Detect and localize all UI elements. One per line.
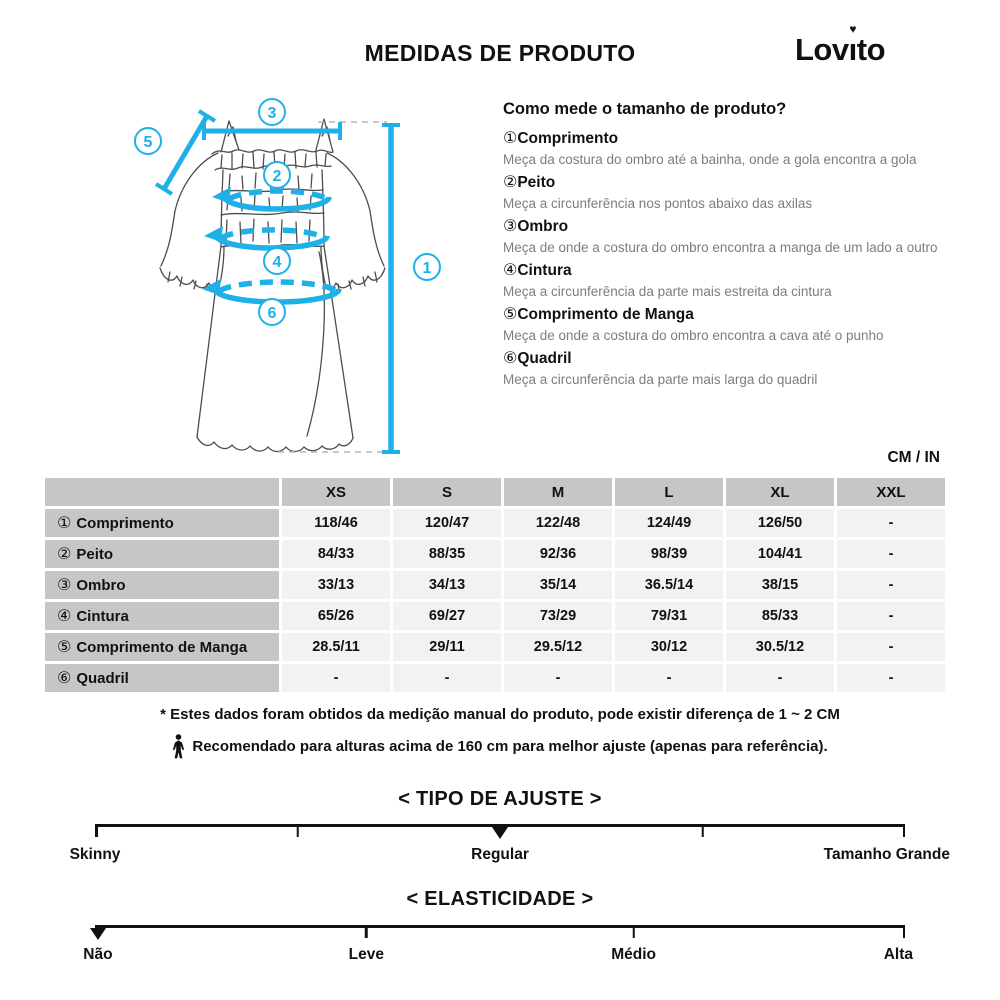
row-label-peito: ② Peito [45,540,279,568]
item-description: Meça de onde a costura do ombro encontra a cava até o punho [503,328,884,343]
table-cell: 92/36 [504,540,612,568]
howto-item-ombro [503,216,948,258]
item-number: ⑤ [503,306,518,323]
table-corner-cell [45,478,279,506]
item-name: Peito [517,174,556,191]
table-cell: 36.5/14 [615,571,723,599]
callout-4 [264,248,290,274]
table-cell: 33/13 [282,571,390,599]
col-header-xxl: XXL [837,478,945,506]
item-description: Meça a circunferência nos pontos abaixo das axilas [503,196,813,211]
svg-text:5: 5 [143,134,153,151]
howto-heading: Como mede o tamanho de produto? [503,100,787,118]
measure-length-line [382,125,400,452]
table-cell: 104/41 [726,540,834,568]
item-number: ③ [503,218,518,235]
fit-tick-25 [296,824,299,837]
item-description: Meça a circunferência da parte mais larga do quadril [503,372,818,387]
howto-item-cintura [503,260,948,302]
howto-item-quadril [503,348,948,390]
fit-label-skinny: Skinny [69,846,121,863]
howto-item-comprimento [503,128,948,170]
item-number: ④ [503,262,518,279]
svg-text:6: 6 [267,305,277,322]
svg-text:3: 3 [267,105,277,122]
table-cell: 38/15 [726,571,834,599]
svg-text:1: 1 [422,260,432,277]
table-cell: 79/31 [615,602,723,630]
col-header-m: M [504,478,612,506]
col-header-xs: XS [282,478,390,506]
table-cell: 30.5/12 [726,633,834,661]
row-label-comprimento: ① Comprimento [45,509,279,537]
elasticity-tick-33 [365,925,368,938]
table-cell: - [282,664,390,692]
item-name: Comprimento de Manga [517,306,694,323]
col-header-l: L [615,478,723,506]
item-name: Ombro [517,218,569,235]
elasticity-label-leve: Leve [348,946,385,963]
elasticity-tick-end [903,925,906,938]
callout-2 [264,162,290,188]
fit-label-regular: Regular [471,846,529,863]
table-cell: 34/13 [393,571,501,599]
elasticity-scale-labels [83,946,913,968]
howto-section [503,100,948,392]
howto-item-manga [503,304,948,346]
row-label-quadril: ⑥ Quadril [45,664,279,692]
garment-measurement-diagram [95,95,445,470]
table-cell: 88/35 [393,540,501,568]
fit-tick-start [95,824,98,837]
fit-pointer [492,827,508,839]
height-note [0,734,1000,759]
item-description: Meça da costura do ombro até a bainha, onde a gola encontra a gola [503,152,917,167]
elasticity-scale-line [95,925,905,928]
table-cell: 84/33 [282,540,390,568]
col-header-s: S [393,478,501,506]
elasticity-label-medio: Médio [611,946,657,963]
row-label-comprimento-manga: ⑤ Comprimento de Manga [45,633,279,661]
table-cell: 29.5/12 [504,633,612,661]
table-cell: - [504,664,612,692]
table-cell: 120/47 [393,509,501,537]
table-cell: 85/33 [726,602,834,630]
row-label-ombro: ③ Ombro [45,571,279,599]
table-cell: 122/48 [504,509,612,537]
item-name: Quadril [517,350,572,367]
table-cell: 35/14 [504,571,612,599]
height-note-text: Recomendado para alturas acima de 160 cm para melhor ajuste (apenas para referência). [192,738,828,755]
howto-item-peito [503,172,948,214]
table-cell: - [837,602,945,630]
page-title: MEDIDAS DE PRODUTO [364,40,636,66]
table-cell: - [837,509,945,537]
table-cell: 124/49 [615,509,723,537]
table-cell: 118/46 [282,509,390,537]
callout-6 [259,299,285,325]
unit-label: CM / IN [887,449,940,466]
table-cell: - [393,664,501,692]
heart-icon: ♥ [849,22,856,36]
table-cell: 126/50 [726,509,834,537]
table-cell: - [837,540,945,568]
fit-tick-end [903,824,906,837]
table-cell: 29/11 [393,633,501,661]
table-cell: 69/27 [393,602,501,630]
fit-tick-75 [701,824,704,837]
fit-scale-title: < TIPO DE AJUSTE > [398,788,602,810]
fit-label-tamanho-grande: Tamanho Grande [823,846,950,863]
item-description: Meça a circunferência da parte mais estreita da cintura [503,284,832,299]
table-cell: - [615,664,723,692]
elasticity-pointer [90,928,106,940]
table-cell: 73/29 [504,602,612,630]
item-description: Meça de onde a costura do ombro encontra a manga de um lado a outro [503,240,938,255]
col-header-xl: XL [726,478,834,506]
svg-text:4: 4 [272,254,282,271]
brand-logo-i: ı ♥ [848,22,857,67]
table-cell: - [837,664,945,692]
measure-sleeve-line [156,111,215,194]
table-cell: 65/26 [282,602,390,630]
table-cell: 98/39 [615,540,723,568]
elasticity-scale-title: < ELASTICIDADE > [406,888,594,910]
svg-text:2: 2 [272,168,282,185]
item-number: ② [503,174,518,191]
measurement-note: * Estes dados foram obtidos da medição manual do produto, pode existir diferença de 1 ~ 2 CM [160,706,840,723]
brand-logo: Lovı ♥ to [795,22,886,67]
table-cell: - [837,571,945,599]
fit-scale-labels [69,846,950,868]
item-number: ① [503,130,518,147]
brand-logo-text: Lov [795,32,849,67]
elasticity-tick-66 [632,925,635,938]
callout-3 [259,99,285,125]
item-name: Cintura [517,262,572,279]
row-label-cintura: ④ Cintura [45,602,279,630]
table-cell: 30/12 [615,633,723,661]
table-cell: 28.5/11 [282,633,390,661]
elasticity-label-nao: Não [83,946,113,963]
size-table [45,478,945,692]
fit-scale-line [95,824,905,827]
callout-5 [135,128,161,154]
person-icon [172,734,185,759]
item-number: ⑥ [503,350,518,367]
elasticity-label-alta: Alta [883,946,913,963]
item-name: Comprimento [517,130,619,147]
table-cell: - [726,664,834,692]
table-cell: - [837,633,945,661]
callout-1 [414,254,440,280]
